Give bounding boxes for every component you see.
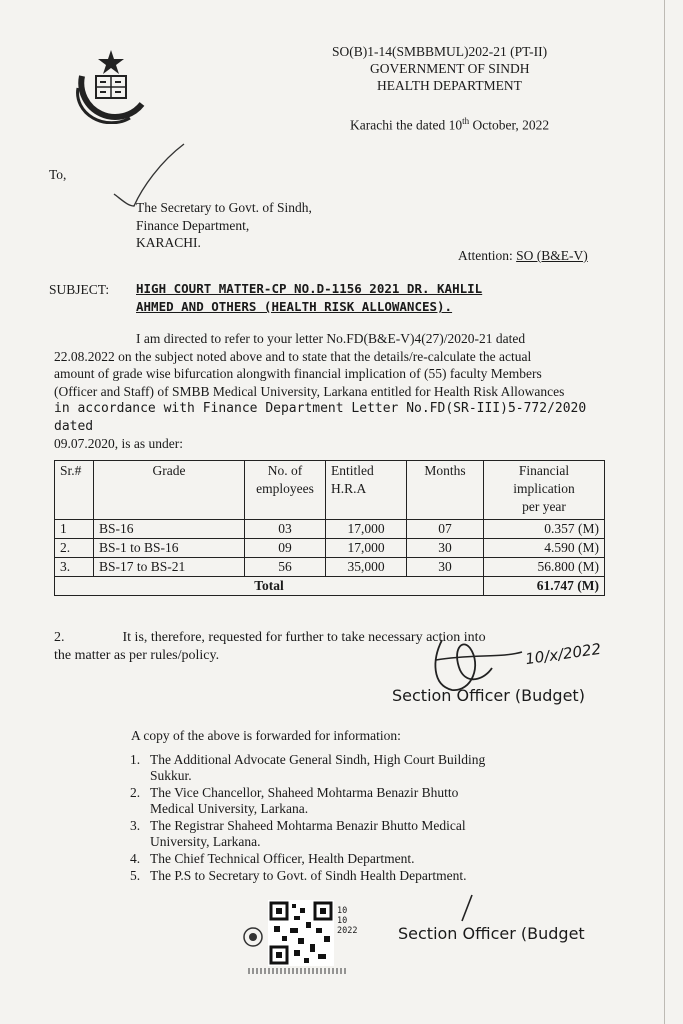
cell-months: 30	[407, 558, 484, 577]
header-months: Months	[407, 461, 484, 520]
cell-sr: 3.	[55, 558, 94, 577]
total-value: 61.747 (M)	[484, 577, 605, 596]
recipient-address	[136, 199, 312, 252]
small-seal-icon	[242, 926, 264, 948]
attention-line	[458, 247, 588, 265]
table-header-row	[55, 461, 605, 520]
table-row	[55, 558, 605, 577]
paragraph-2-number: 2.	[54, 630, 65, 645]
header-employees: No. of employees	[245, 461, 326, 520]
signature-stroke	[456, 893, 476, 923]
copy-recipients-list	[130, 752, 610, 885]
list-item: 3. The Registrar Shaheed Mohtarma Benazir Bhutto Medical University, Larkana.	[130, 818, 466, 849]
paragraph-2-line-1: It is, therefore, requested for further to take necessary action into	[122, 630, 486, 645]
paragraph-1-line-4: (Officer and Staff) of SMBB Medical University, Larkana entitled for Health Risk Allowances	[54, 383, 565, 399]
subject-text	[136, 280, 482, 316]
cell-months: 07	[407, 520, 484, 539]
subject-line-2: AHMED AND OTHERS (HEALTH RISK ALLOWANCES).	[136, 299, 453, 314]
paragraph-1-line-3: amount of grade wise bifurcation alongwith financial implication of (55) faculty Members	[54, 366, 542, 381]
total-label: Total	[55, 577, 484, 596]
date-month-year: October, 2022	[472, 117, 550, 133]
subject-line-1: HIGH COURT MATTER-CP NO.D-1156 2021 DR. KAHLIL	[136, 281, 483, 296]
cell-employees: 56	[245, 558, 326, 577]
cell-hra: 35,000	[326, 558, 407, 577]
header-financial: Financial implication per year	[484, 461, 605, 520]
date-day: 10	[448, 117, 463, 133]
reference-number: SO(B)1-14(SMBBMUL)202-21 (PT-II)	[332, 44, 548, 59]
cell-months: 30	[407, 539, 484, 558]
table-row	[55, 539, 605, 558]
section-officer-title-2: Section Officer (Budget	[398, 924, 585, 943]
paragraph-1	[54, 330, 614, 453]
date-prefix: Karachi the dated	[350, 117, 446, 133]
cell-grade: BS-1 to BS-16	[94, 539, 245, 558]
qr-caption-smudge	[248, 968, 348, 974]
paragraph-1-line-1: I am directed to refer to your letter No.FD(B&E-V)4(27)/2020-21 dated	[136, 331, 526, 346]
cell-sr: 1	[55, 520, 94, 539]
recipient-line-1: The Secretary to Govt. of Sindh,	[136, 200, 312, 215]
cell-employees: 03	[245, 520, 326, 539]
cell-hra: 17,000	[326, 539, 407, 558]
qr-code-icon	[268, 900, 334, 966]
date-suffix: th	[462, 116, 470, 126]
subject-label: SUBJECT:	[49, 282, 110, 297]
signature-date: 10/x/2022	[524, 639, 603, 669]
cell-grade: BS-17 to BS-21	[94, 558, 245, 577]
department-name: HEALTH DEPARTMENT	[377, 78, 522, 93]
cell-grade: BS-16	[94, 520, 245, 539]
cell-employees: 09	[245, 539, 326, 558]
table-total-row	[55, 577, 605, 596]
paragraph-1-line-2: 22.08.2022 on the subject noted above and to state that the details/re-calculate the actual	[54, 348, 532, 364]
letter-date	[350, 113, 549, 134]
cell-financial: 56.800 (M)	[484, 558, 605, 577]
list-item: 1. The Additional Advocate General Sindh, High Court Building Sukkur.	[130, 752, 486, 783]
qr-date-stamp: 10 10 2022	[337, 906, 358, 936]
paragraph-2-line-2: the matter as per rules/policy.	[54, 647, 220, 663]
header-sr: Sr.#	[55, 461, 94, 520]
cell-sr: 2.	[55, 539, 94, 558]
list-item: 4. The Chief Technical Officer, Health Department.	[130, 851, 415, 866]
cell-financial: 0.357 (M)	[484, 520, 605, 539]
to-label: To,	[49, 167, 67, 182]
list-item: 5. The P.S to Secretary to Govt. of Sindh Health Department.	[130, 868, 467, 883]
government-name: GOVERNMENT OF SINDH	[370, 61, 530, 76]
paragraph-1-line-6: 09.07.2020, is as under:	[54, 436, 183, 451]
header-hra: Entitled H.R.A	[326, 461, 407, 520]
header-grade: Grade	[94, 461, 245, 520]
attention-value: SO (B&E-V)	[516, 248, 588, 263]
financial-implication-table	[54, 460, 605, 596]
list-item: 2. The Vice Chancellor, Shaheed Mohtarma Benazir Bhutto Medical University, Larkana.	[130, 785, 459, 816]
table-row	[55, 520, 605, 539]
recipient-line-3: KARACHI.	[136, 235, 201, 250]
paragraph-1-line-5: in accordance with Finance Department Letter No.FD(SR-III)5-772/2020 dated	[54, 401, 587, 434]
sindh-government-logo	[68, 46, 154, 124]
cell-financial: 4.590 (M)	[484, 539, 605, 558]
attention-label: Attention:	[458, 248, 513, 263]
cell-hra: 17,000	[326, 520, 407, 539]
letter-header	[332, 43, 547, 94]
copy-forwarded-intro: A copy of the above is forwarded for information:	[131, 728, 401, 743]
scan-edge-line	[664, 0, 665, 1024]
recipient-line-2: Finance Department,	[136, 217, 250, 233]
section-officer-title: Section Officer (Budget)	[392, 686, 585, 705]
